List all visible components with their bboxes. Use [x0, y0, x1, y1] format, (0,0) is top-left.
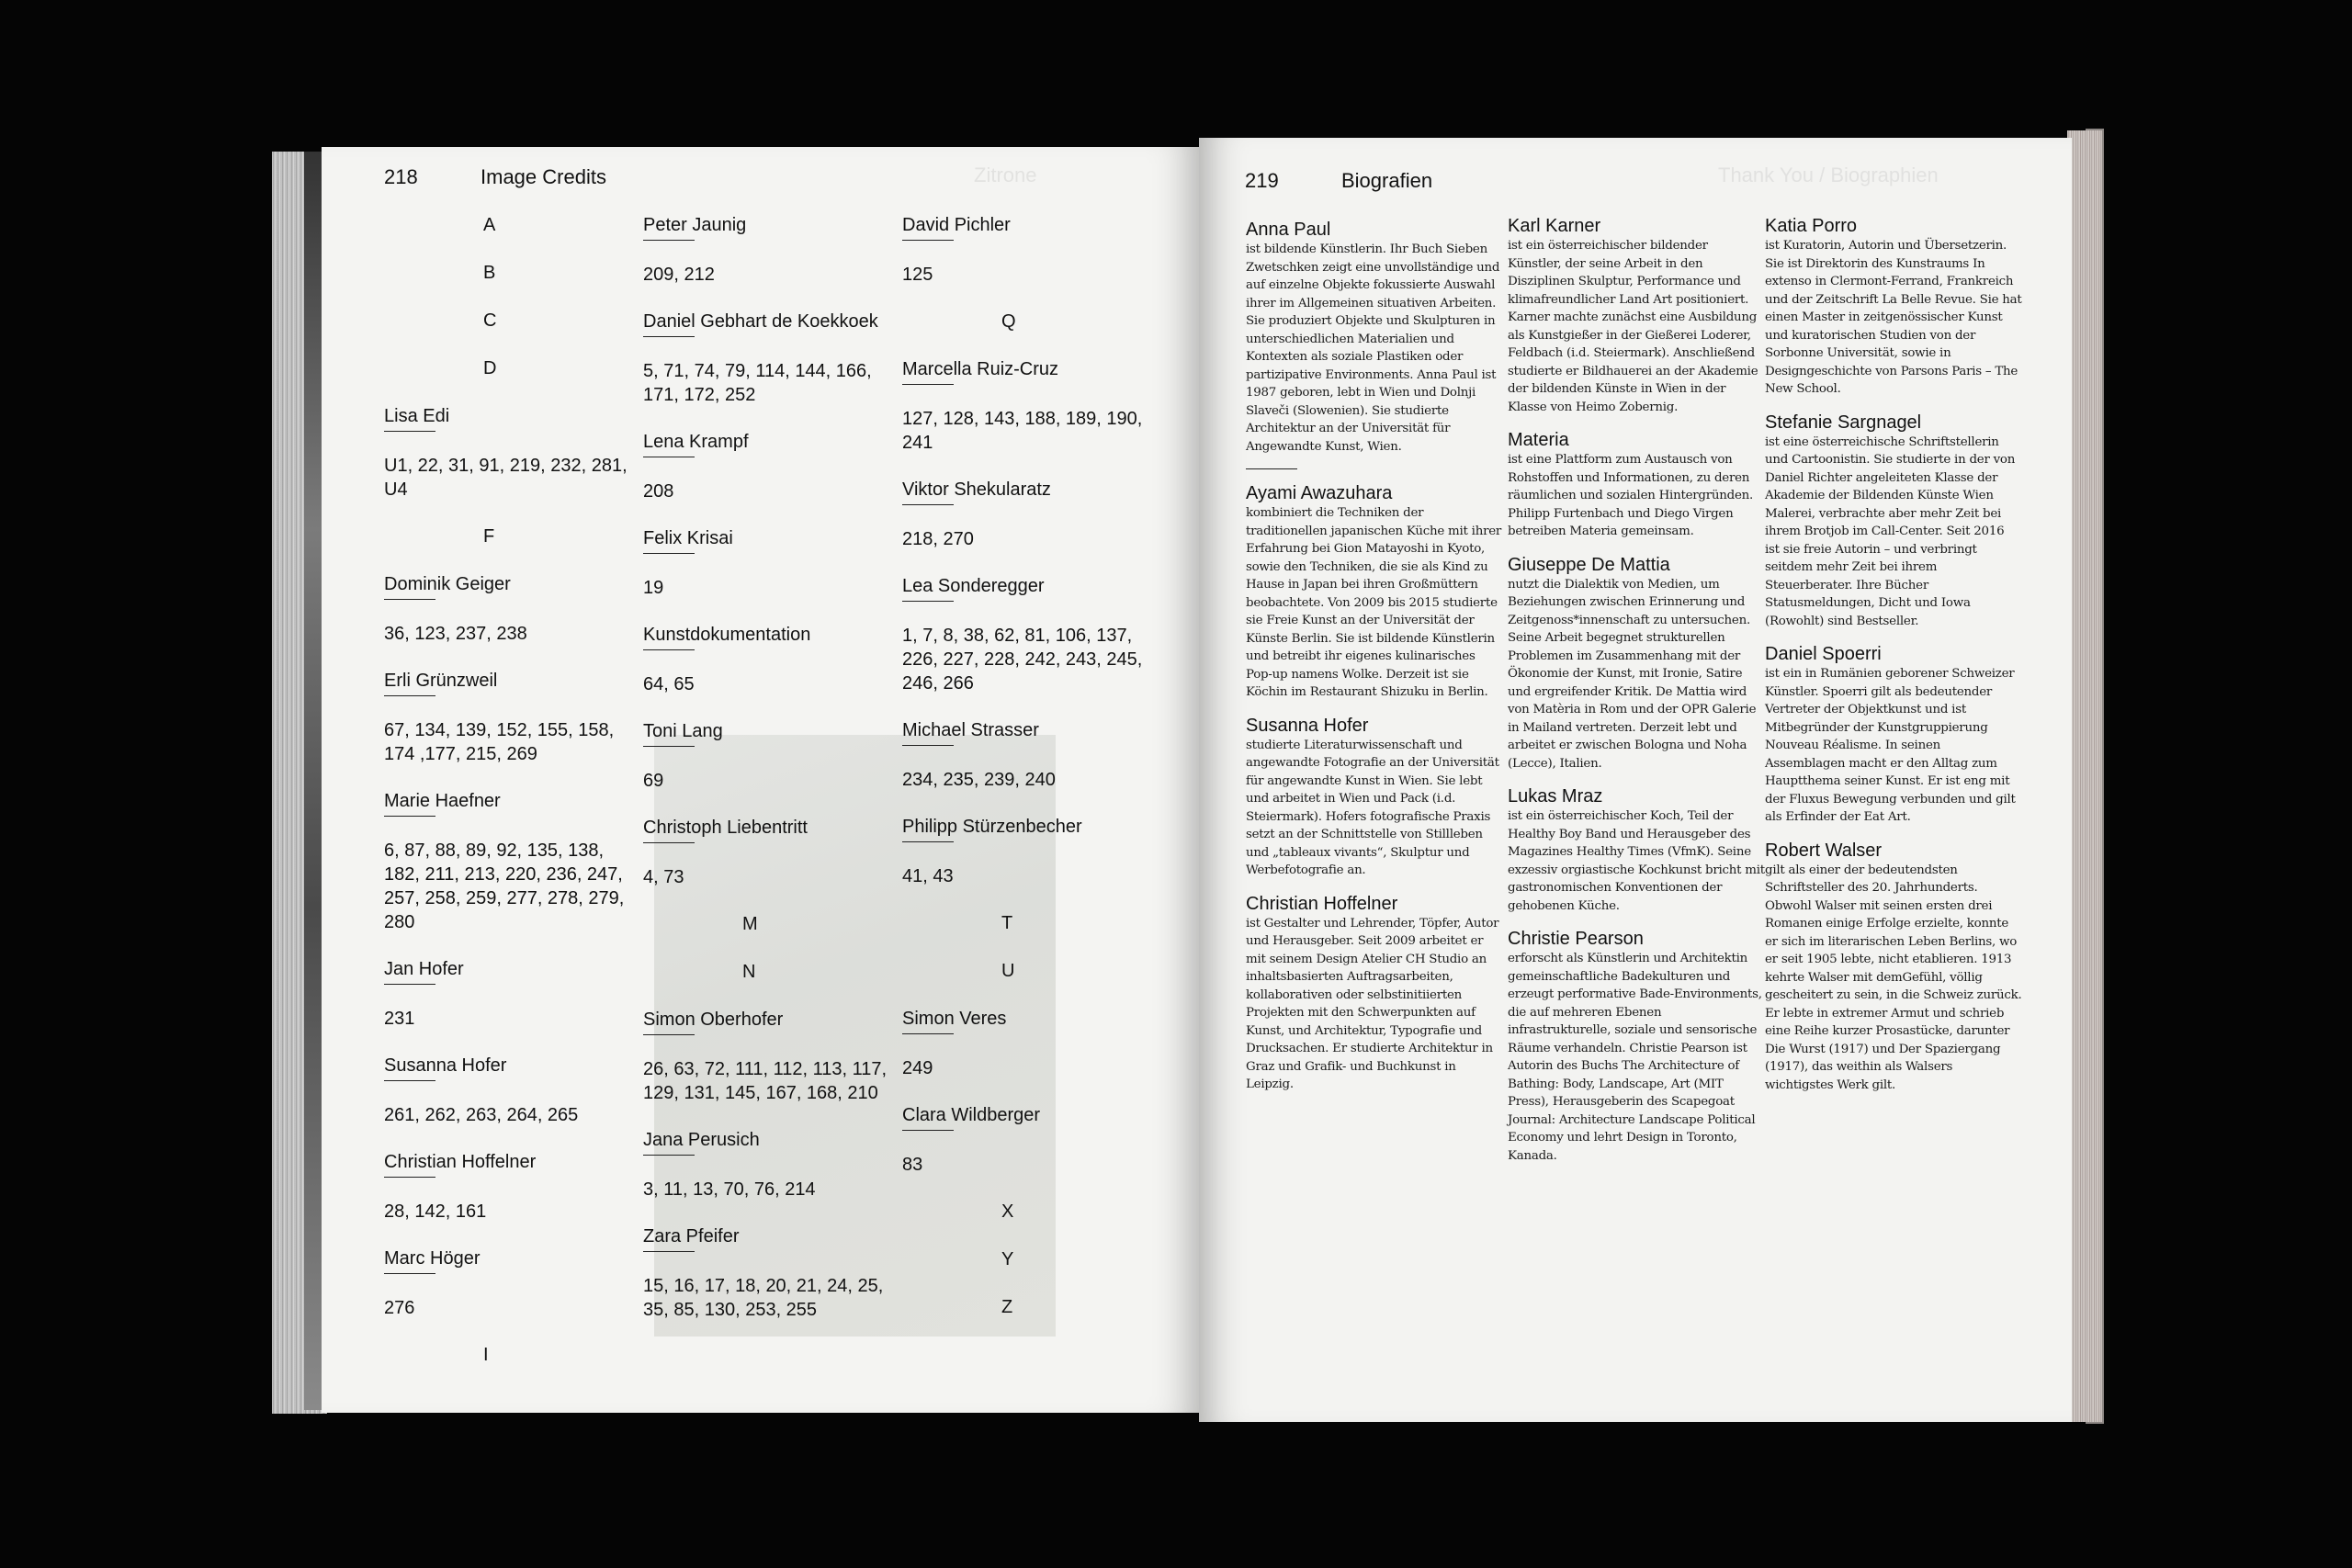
credit-entry [643, 1009, 891, 1129]
rule-divider [643, 1034, 695, 1035]
credit-name: Simon Veres [902, 1009, 1007, 1029]
bio-text: kombiniert die Techniken der traditionellen japanischen Küche mit ihrer Erfahrung bei Gion Matayoshi in Kyoto, sowie den Techniken, die sie als Kind zu Hause in Japan bei ihren Großmüttern beobachtete. Von 2009 bis 2015 studierte sie Freie Kunst an der Universität der Künste Berlin. Sie ist bildende Künstlerin und betreibt ihr eigenes kulinarisches Pop-up namens Wolke. Derzeit ist sie Köchin im Restaurant Shizuku in Berlin. [1246, 506, 1502, 699]
bio-name: Lukas Mraz [1508, 786, 1603, 807]
credit-entry [384, 958, 632, 1055]
bio-text: ist ein in Rumänien geborener Schweizer Künstler. Spoerri gilt als bedeutender Vertreter der Objektkunst und ist Mitbegründer der Kunstgruppierung Nouveau Réalisme. In seinen Assemblagen macht er den Alltag zum Hauptthema seiner Kunst. Er ist eng mit der Fluxus Bewegung verbunden und gilt als Erfinder der Eat Art. [1765, 667, 2016, 824]
credit-entry [643, 624, 891, 720]
credit-name: Susanna Hofer [384, 1055, 507, 1076]
rule-divider [384, 1273, 435, 1274]
credit-pages: 83 [902, 1155, 923, 1175]
index-letter: Q [1001, 311, 1016, 332]
credit-entry [643, 1225, 891, 1346]
page-number-right: 219 [1245, 169, 1279, 192]
index-letter: I [483, 1345, 489, 1365]
rule-divider [902, 384, 954, 385]
credit-entry [643, 527, 891, 624]
rule-divider [384, 695, 435, 696]
bio-text: gilt als einer der bedeutendsten Schriftsteller des 20. Jahrhunderts. Obwohl Walser mit seinen ersten drei Romanen einige Erfolge erzielte, konnte er sich im literarischen Leben Berlins, wo er seit 1905 lebte, nicht etablieren. 1913 kehrte Walser mit demGefühl, völlig gescheitert zu sein, in die Schweiz zurück. Er lebte in extremer Armut und schrieb eine Reihe kurzer Prosastücke, darunter Die Wurst (1917) und Der Spaziergang (1917), das weithin als Walsers wichtigstes Werk gilt. [1765, 863, 2022, 1092]
bio-text: erforscht als Künstlerin und Architektin gemeinschaftliche Badekulturen und erzeugt performative Bade-Environments, die auf mehreren Ebenen infrastrukturelle, soziale und sensorische Räume verhandeln. Christie Pearson ist Autorin des Buchs The Architecture of Bathing: Body, Landscape, Art (MIT Press), Herausgeberin des Scapegoat Journal: Architecture Landscape Political Economy und lehrt Design in Toronto, Kanada. [1508, 952, 1762, 1163]
credit-entry [384, 405, 632, 525]
bio-name: Robert Walser [1765, 840, 1883, 861]
rule-divider [643, 336, 695, 337]
credit-pages: U1, 22, 31, 91, 219, 232, 281, U4 [384, 456, 628, 500]
credit-entry [384, 790, 632, 958]
credit-pages: 276 [384, 1298, 415, 1318]
credit-pages: 231 [384, 1009, 415, 1029]
credit-pages: 67, 134, 139, 152, 155, 158, 174 ,177, 215, 269 [384, 720, 615, 764]
bio-column-2 [1508, 215, 1765, 1178]
credit-name: Christoph Liebentritt [643, 818, 808, 838]
credit-entry [384, 1151, 632, 1247]
credit-pages: 15, 16, 17, 18, 20, 21, 24, 25, 35, 85, 130, 253, 255 [643, 1276, 884, 1320]
bio-entry [1508, 215, 1765, 416]
rule-divider [643, 553, 695, 554]
bio-name: Materia [1508, 430, 1569, 450]
bio-entry [1508, 928, 1765, 1165]
index-letter: Z [1001, 1297, 1013, 1317]
rule-divider [384, 1177, 435, 1178]
rule-divider [643, 842, 695, 843]
bio-name: Susanna Hofer [1246, 715, 1369, 736]
credit-pages: 28, 142, 161 [384, 1201, 487, 1222]
credit-entry [384, 670, 632, 790]
rule-divider [643, 1155, 695, 1156]
bio-text: ist ein österreichischer bildender Künstler, der seine Arbeit in den Disziplinen Skulptur, Performance und klimafreundlicher Land Art positioniert. Karner machte zunächst eine Ausbildung als Kunstgießer in der Gießerei Loderer, Feldbach (i.d. Steiermark). Anschließend studierte er Bildhauerei an der Akademie der bildenden Künste in Wien in der Klasse von Heimo Zobernig. [1508, 239, 1758, 414]
credit-entry [643, 431, 891, 527]
credits-column-2 [643, 214, 891, 1346]
bio-name: Daniel Spoerri [1765, 644, 1882, 664]
rule-divider [643, 746, 695, 747]
bio-text: ist Gestalter und Lehrender, Töpfer, Autor und Herausgeber. Seit 2009 arbeitet er mit seinem Design Atelier CH Studio an inhaltsbasierten Auftragsarbeiten, kollaborativen oder selbstinitiierten Projekten mit den Schwerpunkten auf Kunst, und Architektur, Typografie und Drucksachen. Er studierte Architektur in Graz und Grafik- und Buchkunst in Leipzig. [1246, 916, 1499, 1091]
credit-pages: 4, 73 [643, 867, 684, 887]
credit-name: Jana Perusich [643, 1130, 760, 1150]
credit-pages: 234, 235, 239, 240 [902, 770, 1056, 790]
credit-entry [643, 720, 891, 817]
bio-entry [1765, 215, 2022, 399]
credit-name: Marie Haefner [384, 791, 501, 811]
bio-entry [1246, 893, 1503, 1094]
credit-name: Lea Sonderegger [902, 576, 1045, 596]
bio-text: ist eine Plattform zum Austausch von Rohstoffen und Informationen, zu deren räumlichen und sozialen Hintergründen. Philipp Furtenbach und Diego Virgen betreiben Materia gemeinsam. [1508, 453, 1754, 538]
rule-divider [902, 1130, 954, 1131]
bio-entry [1765, 840, 2022, 1095]
credit-pages: 218, 270 [902, 529, 974, 549]
credit-name: Jan Hofer [384, 959, 464, 979]
rule-divider [384, 816, 435, 817]
index-letter: Y [1001, 1249, 1014, 1269]
credit-entry [643, 1129, 891, 1225]
credit-name: Toni Lang [643, 721, 723, 741]
bio-entry [1246, 482, 1503, 702]
index-letter: B [483, 263, 496, 283]
rule-divider [384, 599, 435, 600]
credit-name: Christian Hoffelner [384, 1152, 537, 1172]
bio-entry [1508, 429, 1765, 541]
credit-pages: 26, 63, 72, 111, 112, 113, 117, 129, 131, 145, 167, 168, 210 [643, 1059, 888, 1103]
credit-pages: 208 [643, 481, 674, 502]
credit-name: Marc Höger [384, 1248, 481, 1269]
bio-entry [1246, 715, 1503, 880]
credit-pages: 64, 65 [643, 674, 695, 694]
bio-text: nutzt die Dialektik von Medien, um Beziehungen zwischen Erinnerung und Zeitgenoss*innenschaft zu untersuchen. Seine Arbeit begegnet strukturellen Problemen im Zusammenhang mit der Ökonomie der Kunst, mit Ironie, Satire und ergreifender Kritik. De Mattia wird von Matèria in Rom und der OPR Galerie in Mailand vertreten. Derzeit lebt und arbeitet er zwischen Bologna und Noha (Lecce), Italien. [1508, 577, 1757, 771]
credits-column-3 [902, 214, 1150, 1344]
credit-pages: 1, 7, 8, 38, 62, 81, 106, 137, 226, 227, 228, 242, 243, 245, 246, 266 [902, 626, 1143, 694]
bio-column-1 [1246, 219, 1503, 1107]
bio-name: Christie Pearson [1508, 929, 1644, 949]
bio-text: ist Kuratorin, Autorin und Übersetzerin. Sie ist Direktorin des Kunstraums In extenso in Clermont-Ferrand, Frankreich und der Zeitschrift La Belle Revue. Sie hat einen Master in zeitgenössischer Kunst und kuratorischen Studien von der Sorbonne Universität, sowie in Designgeschichte von Parsons Paris – The New School. [1765, 239, 2022, 396]
index-letter: M [742, 914, 758, 934]
bio-entry [1765, 412, 2022, 631]
credit-name: Clara Wildberger [902, 1105, 1041, 1125]
credit-name: Zara Pfeifer [643, 1226, 740, 1247]
credit-pages: 41, 43 [902, 866, 954, 886]
bio-name: Giuseppe De Mattia [1508, 554, 1670, 575]
bio-text: ist ein österreichischer Koch, Teil der Healthy Boy Band und Herausgeber des Magazines Healthy Times (VfmK). Seine exzessiv orgiastische Kochkunst bricht mit gastronomischen Konventionen der gehobenen Küche. [1508, 809, 1765, 913]
credit-entry [902, 358, 1150, 479]
rule-divider [643, 240, 695, 241]
bio-text: ist bildende Künstlerin. Ihr Buch Sieben Zwetschken zeigt eine unvollständige und auf einzelne Objekte fokussierte Auswahl ihrer im Allgemeinen situativen Arbeiten. Sie produziert Objekte und Skulpturen in unterschiedlichen Materialien und Kontexten als soziale Plastiken oder partizipative Environments. Anna Paul ist 1987 geboren, lebt in Wien und Dolnji Slaveči (Slowenien). Sie studierte Architektur an der Universität für Angewandte Kunst, Wien. [1246, 243, 1500, 454]
rule-divider [643, 649, 695, 650]
rule-divider [902, 1033, 954, 1034]
credit-pages: 249 [902, 1058, 933, 1078]
bio-entry [1246, 219, 1503, 469]
credit-name: Erli Grünzweil [384, 671, 498, 691]
credit-name: Peter Jaunig [643, 215, 747, 235]
credit-entry [902, 1008, 1150, 1104]
credit-name: Felix Krisai [643, 528, 733, 548]
credit-name: Daniel Gebhart de Koekkoek [643, 311, 878, 332]
credit-name: Philipp Stürzenbecher [902, 817, 1082, 837]
credit-entry [902, 479, 1150, 575]
credit-entry [902, 575, 1150, 719]
credit-pages: 6, 87, 88, 89, 92, 135, 138, 182, 211, 213, 220, 236, 247, 257, 258, 259, 277, 278, 279, 280 [384, 840, 625, 932]
credit-entry [384, 573, 632, 670]
bio-name: Katia Porro [1765, 216, 1858, 236]
credit-pages: 36, 123, 237, 238 [384, 624, 527, 644]
credit-name: Michael Strasser [902, 720, 1039, 740]
credit-pages: 261, 262, 263, 264, 265 [384, 1105, 579, 1125]
credit-name: Dominik Geiger [384, 574, 511, 594]
credit-entry [643, 214, 891, 310]
bio-name: Karl Karner [1508, 216, 1601, 236]
credit-entry [902, 719, 1150, 816]
page-number-left: 218 [384, 165, 418, 188]
index-letter: U [1001, 961, 1015, 981]
credit-entry [384, 1055, 632, 1151]
credit-pages: 19 [643, 578, 664, 598]
index-letter: F [483, 526, 495, 547]
credit-pages: 209, 212 [643, 265, 715, 285]
credit-pages: 125 [902, 265, 933, 285]
rule-divider [902, 841, 954, 842]
credit-pages: 69 [643, 771, 664, 791]
credit-entry [902, 214, 1150, 310]
credit-name: Lena Krampf [643, 432, 749, 452]
credit-entry [902, 816, 1150, 912]
credit-name: Simon Oberhofer [643, 1010, 784, 1030]
rule-divider [902, 240, 954, 241]
credit-name: Marcella Ruiz-Cruz [902, 359, 1059, 379]
credit-name: David Pichler [902, 215, 1011, 235]
bio-name: Anna Paul [1246, 220, 1331, 240]
page-heading-image-credits: Image Credits [481, 165, 606, 188]
credit-name: Lisa Edi [384, 406, 450, 426]
credit-pages: 3, 11, 13, 70, 76, 214 [643, 1179, 816, 1200]
book-page-edges-right [2067, 130, 2102, 1422]
bio-entry [1508, 554, 1765, 773]
credits-column-1 [384, 214, 632, 1392]
bio-name: Stefanie Sargnagel [1765, 412, 1922, 433]
bio-entry [1765, 643, 2022, 827]
bio-text: studierte Literaturwissenschaft und angewandte Fotografie an der Universität für angewandte Kunst in Wien. Sie lebt und arbeitet in Wien und Pack (i.d. Steiermark). Hofers fotografische Praxis setzt an der Schnittstelle von Stillleben und „tableaux vivants“, Skulptur und Werbefotografie an. [1246, 738, 1499, 877]
credit-entry [643, 310, 891, 431]
rule-divider [384, 431, 435, 432]
show-through-text: Thank You / Biographien [1718, 164, 1939, 186]
index-letter: D [483, 358, 497, 378]
show-through-text: Zitrone [974, 164, 1037, 186]
bio-name: Christian Hoffelner [1246, 893, 1398, 914]
index-letter: A [483, 215, 496, 235]
credit-pages: 127, 128, 143, 188, 189, 190, 241 [902, 409, 1143, 453]
credit-pages: 5, 71, 74, 79, 114, 144, 166, 171, 172, 252 [643, 361, 872, 405]
rule-divider [1246, 468, 1297, 469]
rule-divider [384, 984, 435, 985]
credit-name: Kunstdokumentation [643, 625, 811, 645]
bio-entry [1508, 785, 1765, 915]
index-letter: T [1001, 913, 1013, 933]
rule-divider [384, 1080, 435, 1081]
page-heading-biografien: Biografien [1341, 169, 1433, 192]
rule-divider [902, 601, 954, 602]
rule-divider [643, 1251, 695, 1252]
credit-entry [643, 817, 891, 913]
bio-text: ist eine österreichische Schriftstellerin und Cartoonistin. Sie studierte in der von Daniel Richter angeleiteten Klasse der Akademie der Bildenden Künste Wien Malerei, verbrachte aber mehr Zeit bei ihrem Brotjob im Call-Center. Seit 2016 ist sie freie Autorin – und verbringt seitdem mehr Zeit bei ihrem Steuerberater. Ihre Bücher Statusmeldungen, Dicht und Iowa (Rowohlt) sind Bestseller. [1765, 434, 2016, 628]
index-letter: N [742, 962, 756, 982]
credit-entry [902, 1104, 1150, 1201]
rule-divider [902, 745, 954, 746]
rule-divider [902, 504, 954, 505]
bio-name: Ayami Awazuhara [1246, 483, 1393, 503]
index-letter: X [1001, 1201, 1014, 1222]
index-letter: C [483, 310, 497, 331]
bio-column-3 [1765, 215, 2022, 1107]
credit-entry [384, 1247, 632, 1344]
credit-name: Viktor Shekularatz [902, 479, 1051, 500]
